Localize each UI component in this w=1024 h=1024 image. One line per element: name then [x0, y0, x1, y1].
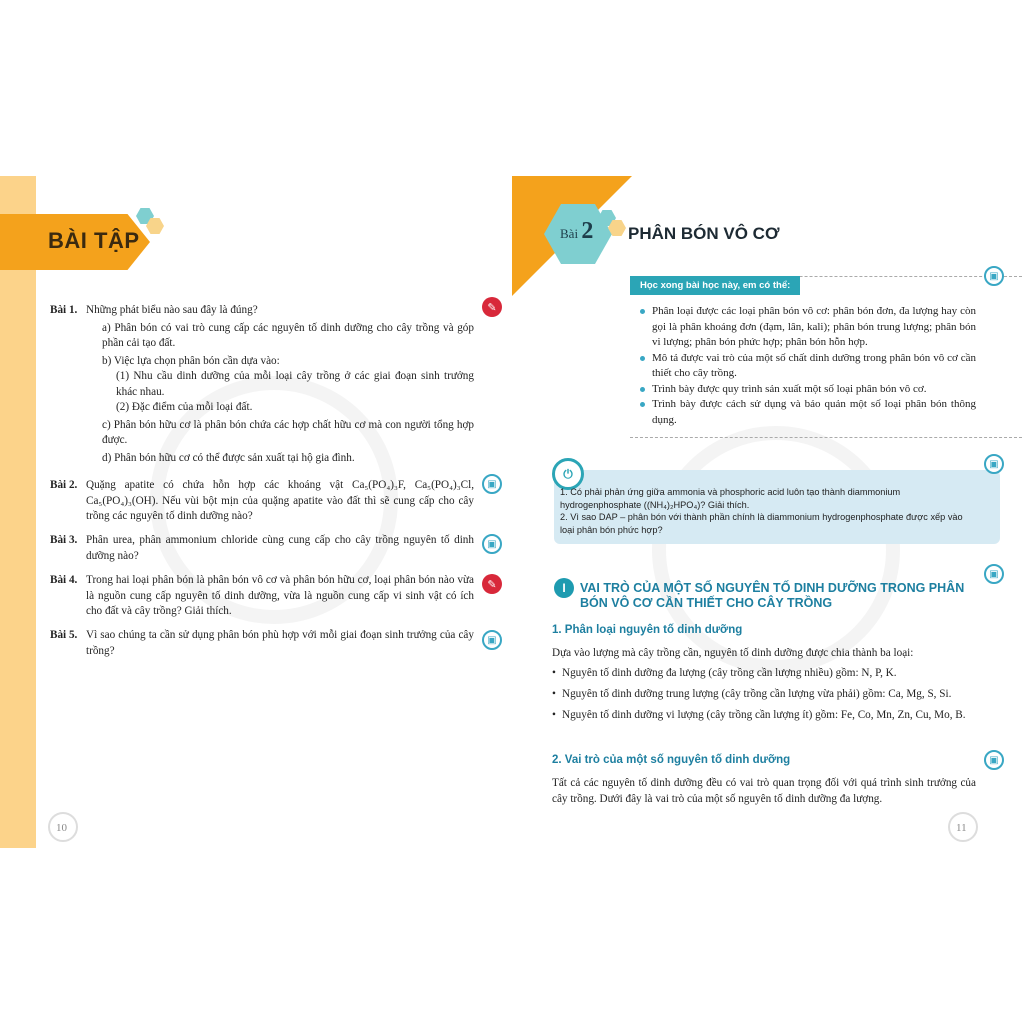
page-number: 10	[56, 822, 67, 834]
right-page	[512, 176, 1024, 848]
exercise-sub-option: (1) Nhu cầu dinh dưỡng của mỗi loại cây trồng ở các giai đoạn sinh trưởng khác nhau.	[116, 370, 474, 398]
subsection-title: 1. Phân loại nguyên tố dinh dưỡng	[552, 624, 743, 636]
section-title: VAI TRÒ CỦA MỘT SỐ NGUYÊN TỐ DINH DƯỠNG TRONG PHÂN BÓN VÔ CƠ CẦN THIẾT CHO CÂY TRỒNG	[580, 581, 965, 610]
paragraph: Dựa vào lượng mà cây trồng cần, nguyên tố dinh dưỡng được chia thành ba loại:	[552, 647, 914, 659]
exercise-option: c) Phân bón hữu cơ là phân bón chứa các hợp chất hữu cơ mà con người tổng hợp được.	[102, 418, 474, 446]
lesson-number: 2	[581, 218, 594, 244]
lesson-title: PHÂN BÓN VÔ CƠ	[628, 224, 780, 243]
image-icon[interactable]: ▣	[984, 750, 1004, 770]
exercise-text: Quặng apatite có chứa hỗn hợp các khoáng vật Ca₅(PO₄)₃F, Ca₅(PO₄)₃Cl, Ca₅(PO₄)₃(OH). Nếu vùi bột mịn của quặng apatite vào đất thì sẽ cung cấp cho cây trồng các nguyên tố dinh dưỡng nào?	[86, 479, 474, 522]
edit-icon[interactable]: ✎	[482, 574, 502, 594]
list-item: Trình bày được cách sử dụng và bảo quản một số loại phân bón thông dụng.	[640, 397, 976, 428]
exercise-option: b) Việc lựa chọn phân bón cần dựa vào:	[102, 354, 280, 367]
list-item: • Nguyên tố dinh dưỡng đa lượng (cây trồng cần lượng nhiều) gồm: N, P, K.	[552, 666, 976, 682]
paragraph: Tất cả các nguyên tố dinh dưỡng đều có vai trò quan trọng đối với quá trình sinh trưởng của cây trồng. Dưới đây là vai trò của một số nguyên tố dinh dưỡng đa lượng.	[552, 777, 976, 805]
lesson-prefix: Bài	[560, 226, 579, 241]
exercise-text: Vì sao chúng ta cần sử dụng phân bón phù hợp với mỗi giai đoạn sinh trưởng của cây trồng?	[86, 629, 474, 657]
list-item: Trình bày được quy trình sản xuất một số loại phân bón vô cơ.	[640, 382, 976, 398]
book-spread	[0, 176, 1024, 848]
exercise-text: Những phát biểu nào sau đây là đúng?	[86, 304, 258, 316]
section-number: I	[554, 578, 574, 598]
question-item: 2. Vì sao DAP – phân bón với thành phần chính là diammonium hydrogenphosphate được xếp vào loại phân bón phức hợp?	[560, 512, 963, 535]
exercise-label: Bài 2.	[50, 479, 78, 491]
exercise-5	[50, 628, 474, 659]
banner-title: BÀI TẬP	[48, 228, 140, 253]
exercise-label: Bài 4.	[50, 574, 78, 586]
exercise-sub-option: (2) Đặc điểm của mỗi loại đất.	[116, 401, 253, 413]
exercise-2	[50, 478, 474, 525]
exercise-option: d) Phân bón hữu cơ có thể được sản xuất tại hộ gia đình.	[102, 451, 355, 464]
subsection-title: 2. Vai trò của một số nguyên tố dinh dưỡng	[552, 754, 791, 766]
page-number: 11	[956, 822, 967, 834]
list-item: • Nguyên tố dinh dưỡng vi lượng (cây trồng cần lượng ít) gồm: Fe, Co, Mn, Zn, Cu, Mo, B.	[552, 708, 976, 724]
question-item: 1. Có phải phản ứng giữa ammonia và phosphoric acid luôn tạo thành diammonium hydrogenphosphate ((NH₄)₂HPO₄)? Giải thích.	[560, 487, 901, 510]
image-icon[interactable]: ▣	[482, 630, 502, 650]
image-icon[interactable]: ▣	[984, 266, 1004, 286]
image-icon[interactable]: ▣	[984, 454, 1004, 474]
exercise-label: Bài 3.	[50, 534, 78, 546]
list-item: • Nguyên tố dinh dưỡng trung lượng (cây trồng cần lượng vừa phải) gồm: Ca, Mg, S, Si.	[552, 687, 976, 703]
exercise-3	[50, 533, 474, 564]
lesson-number-label	[560, 218, 593, 245]
exercise-1	[50, 303, 474, 466]
exercise-text: Trong hai loại phân bón là phân bón vô cơ và phân bón hữu cơ, loại phân bón nào vừa là nguồn cung cấp nguyên tố dinh dưỡng, vừa là nguồn cung cấp vi sinh vật có ích cho đất và cây trồng? Giải thích.	[86, 574, 474, 617]
image-icon[interactable]: ▣	[482, 534, 502, 554]
exercise-label: Bài 5.	[50, 629, 78, 641]
edit-icon[interactable]: ✎	[482, 297, 502, 317]
exercise-4	[50, 573, 474, 620]
exercise-text: Phân urea, phân ammonium chloride cùng cung cấp cho cây trồng nguyên tố dinh dưỡng nào?	[86, 534, 474, 562]
exercise-option: a) Phân bón có vai trò cung cấp các nguyên tố dinh dưỡng cho cây trồng và góp phần cải tạo đất.	[102, 321, 474, 349]
list-item: Phân loại được các loại phân bón vô cơ: phân bón đơn, đa lượng hay còn gọi là phân khoáng đơn (đạm, lân, kali); phân bón trung lượng; phân bón vi lượng; phân bón phức hợp; phân bón hỗn hợp.	[640, 304, 976, 351]
learning-goals-heading: Học xong bài học này, em có thể:	[630, 276, 800, 295]
image-icon[interactable]: ▣	[482, 474, 502, 494]
learning-goals-list	[640, 304, 976, 428]
left-page	[0, 176, 512, 848]
side-strip	[0, 176, 36, 848]
image-icon[interactable]: ▣	[984, 564, 1004, 584]
power-icon: ⏻	[552, 458, 584, 490]
watermark-logo	[652, 426, 900, 674]
starter-questions	[560, 486, 970, 536]
exercise-label: Bài 1.	[50, 304, 78, 316]
list-item: Mô tả được vai trò của một số chất dinh dưỡng trong phân bón vô cơ cần thiết cho cây trồng.	[640, 351, 976, 382]
